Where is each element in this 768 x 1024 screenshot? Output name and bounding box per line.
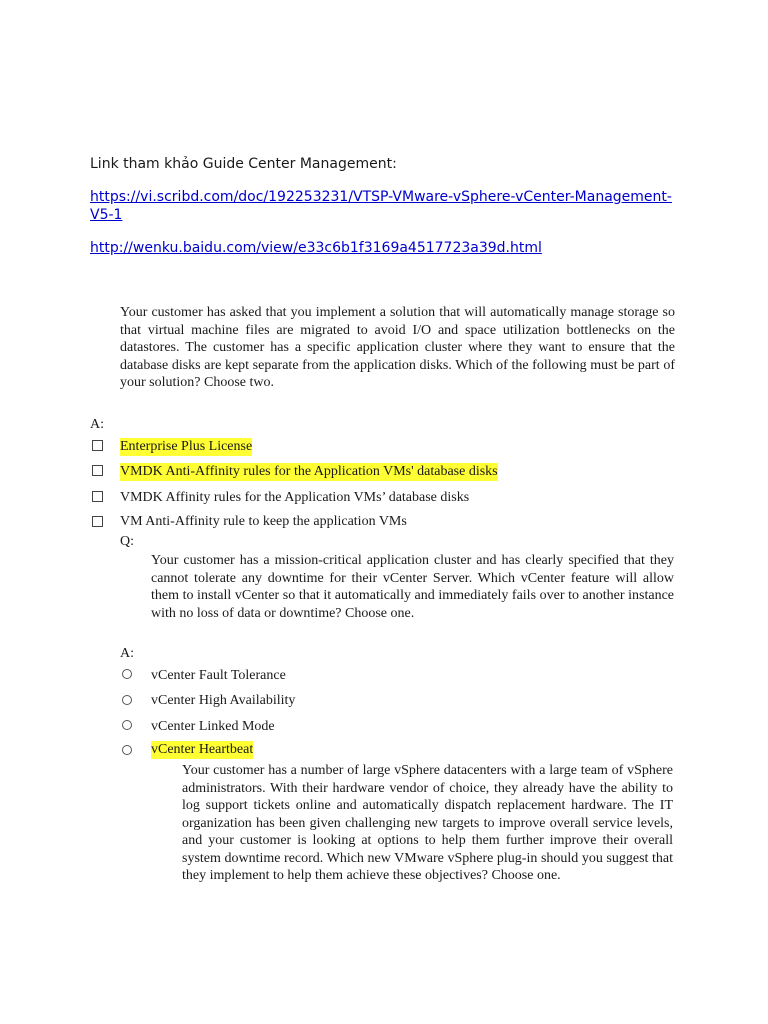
question-1-text: Your customer has asked that you implement a solution that will automatically manage storage so that virtual machine files are migrated to avoid I/O and space utilization bottlenecks on the datastores. The customer has a specific application cluster where they want to ensure that the database disks are kept separate from the application disks. Which of the following must be part of your solution? Choose two. — [120, 305, 675, 390]
radio-icon[interactable] — [122, 720, 132, 730]
option-label: vCenter High Availability — [151, 693, 296, 708]
question-2-label: Q: — [120, 534, 134, 549]
option-label: VMDK Affinity rules for the Application VMs’ database disks — [120, 490, 470, 505]
question-2-answer-label: A: — [120, 646, 134, 661]
question-3-text: Your customer has a number of large vSphere datacenters with a large team of vSphere administrators. With their hardware vendor of choice, they already have the ability to log support tickets online and automatically dispatch replacement hardware. The IT organization has been given challenging new targets to improve overall service levels, and your customer is looking at options to help them further improve their overall system downtime record. Which new VMware vSphere plug-in should you suggest that they implement to help them achieve these objectives? Choose one. — [182, 763, 673, 883]
checkbox-icon[interactable] — [92, 440, 103, 451]
radio-icon[interactable] — [122, 745, 132, 755]
question-1-answer-label: A: — [90, 417, 104, 432]
question-2-text: Your customer has a mission-critical application cluster and has clearly specified that they cannot tolerate any downtime for their vCenter Server. Which vCenter feature will allow them to install vCenter so that it automatically and immediately fails over to another instance with no loss of data or downtime? Choose one. — [151, 553, 674, 621]
radio-icon[interactable] — [122, 669, 132, 679]
checkbox-icon[interactable] — [92, 491, 103, 502]
option-label: Enterprise Plus License — [120, 439, 253, 454]
baidu-link[interactable]: http://wenku.baidu.com/view/e33c6b1f3169a4517723a39d.html — [90, 240, 542, 256]
checkbox-icon[interactable] — [92, 465, 103, 476]
radio-icon[interactable] — [122, 695, 132, 705]
checkbox-icon[interactable] — [92, 516, 103, 527]
scribd-link[interactable]: https://vi.scribd.com/doc/192253231/VTSP-VMware-vSphere-vCenter-Management-V5-1 — [90, 189, 672, 223]
option-label: vCenter Fault Tolerance — [151, 668, 286, 683]
option-label: vCenter Heartbeat — [151, 742, 254, 757]
option-label: VM Anti-Affinity rule to keep the application VMs — [120, 514, 407, 529]
reference-intro: Link tham khảo Guide Center Management: — [90, 156, 397, 172]
option-label: vCenter Linked Mode — [151, 719, 275, 734]
option-label: VMDK Anti-Affinity rules for the Application VMs' database disks — [120, 464, 498, 479]
